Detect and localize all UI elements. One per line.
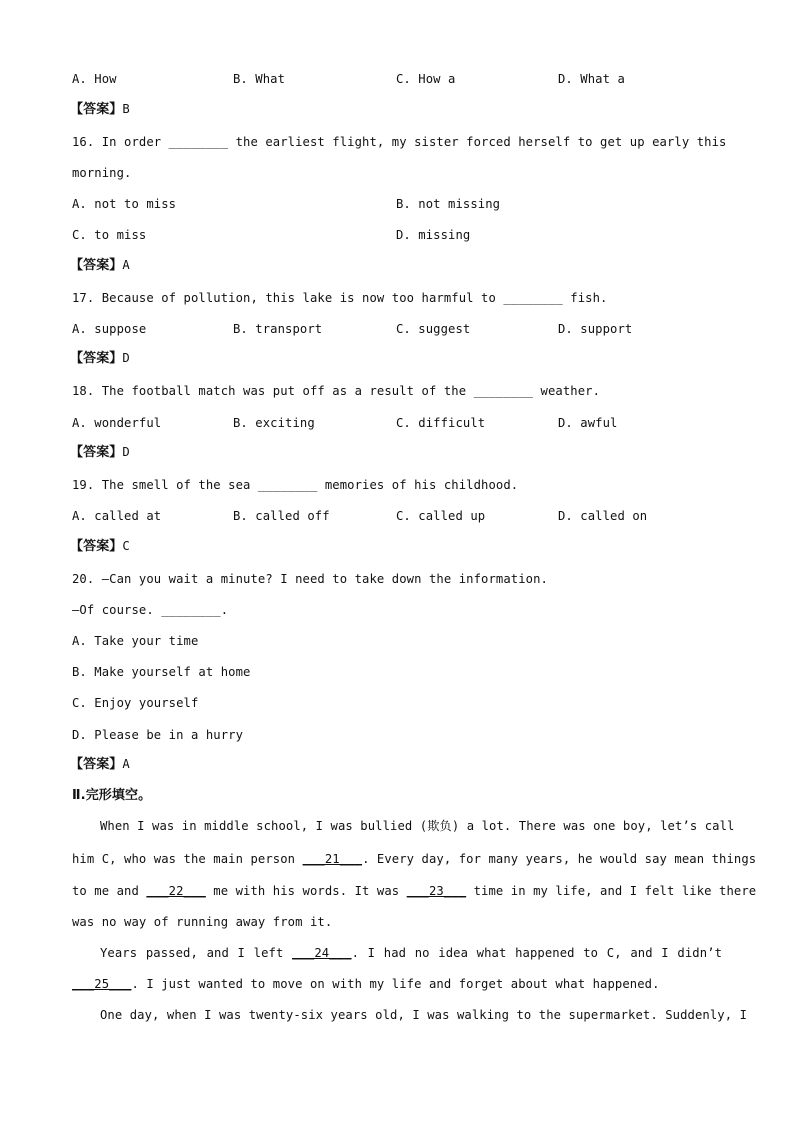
q20-option-b: B. Make yourself at home	[72, 665, 251, 679]
q16-answer: 【答案】A	[70, 258, 130, 273]
q17-option-d: D. support	[558, 322, 633, 336]
q19-stem: 19. The smell of the sea ________ memories of his childhood.	[72, 478, 519, 492]
blank-21: ___21___	[302, 852, 363, 866]
passage-p1-line4: was no way of running away from it.	[72, 915, 333, 929]
passage-p2-line2: ___25___. I just wanted to move on with my life and forget about what happened.	[72, 977, 660, 991]
q20-option-d: D. Please be in a hurry	[72, 728, 244, 742]
q17-option-a: A. suppose	[72, 322, 147, 336]
passage-p1-line1: When I was in middle school, I was bullied (欺负) a lot. There was one boy, let’s call	[100, 819, 735, 833]
q20-reply: —Of course. ________.	[72, 603, 229, 617]
q20-option-a: A. Take your time	[72, 634, 199, 648]
q19-option-c: C. called up	[396, 509, 486, 523]
q19-answer: 【答案】C	[70, 539, 130, 554]
q16-option-d: D. missing	[396, 228, 471, 242]
q19-option-a: A. called at	[72, 509, 162, 523]
q18-option-b: B. exciting	[233, 416, 315, 430]
q16-option-c: C. to miss	[72, 228, 147, 242]
q16-stem-cont: morning.	[72, 166, 132, 180]
q20-option-c: C. Enjoy yourself	[72, 696, 199, 710]
q18-option-d: D. awful	[558, 416, 618, 430]
blank-22: ___22___	[146, 884, 206, 898]
passage-p1-line2: him C, who was the main person ___21___. Every day, for many years, he would say mean things	[72, 852, 757, 866]
q16-option-b: B. not missing	[396, 197, 501, 211]
q17-option-b: B. transport	[233, 322, 323, 336]
blank-24: ___24___	[292, 946, 352, 960]
section-title: Ⅱ.完形填空。	[72, 788, 152, 803]
passage-p3-line1: One day, when I was twenty-six years old, I was walking to the supermarket. Suddenly, I	[100, 1008, 748, 1022]
q18-answer: 【答案】D	[70, 445, 130, 460]
q18-stem: 18. The football match was put off as a result of the ________ weather.	[72, 384, 601, 398]
blank-25: ___25___	[72, 977, 132, 991]
q15-option-a: A. How	[72, 72, 117, 86]
q19-option-b: B. called off	[233, 509, 330, 523]
q17-answer: 【答案】D	[70, 351, 130, 366]
q20-stem: 20. —Can you wait a minute? I need to take down the information.	[72, 572, 548, 586]
q15-option-b: B. What	[233, 72, 286, 86]
q19-option-d: D. called on	[558, 509, 648, 523]
q15-option-c: C. How a	[396, 72, 456, 86]
q16-stem: 16. In order ________ the earliest flight, my sister forced herself to get up early this	[72, 135, 727, 149]
q17-stem: 17. Because of pollution, this lake is now too harmful to ________ fish.	[72, 291, 608, 305]
passage-p2-line1: Years passed, and I left ___24___. I had no idea what happened to C, and I didn’t	[100, 946, 723, 960]
q15-option-d: D. What a	[558, 72, 625, 86]
q18-option-c: C. difficult	[396, 416, 486, 430]
q20-answer: 【答案】A	[70, 757, 130, 772]
blank-23: ___23___	[406, 884, 467, 898]
q17-option-c: C. suggest	[396, 322, 471, 336]
q16-option-a: A. not to miss	[72, 197, 177, 211]
q15-answer: 【答案】B	[70, 102, 130, 117]
passage-p1-line3: to me and ___22___ me with his words. It was ___23___ time in my life, and I felt like there	[72, 884, 757, 898]
q18-option-a: A. wonderful	[72, 416, 162, 430]
